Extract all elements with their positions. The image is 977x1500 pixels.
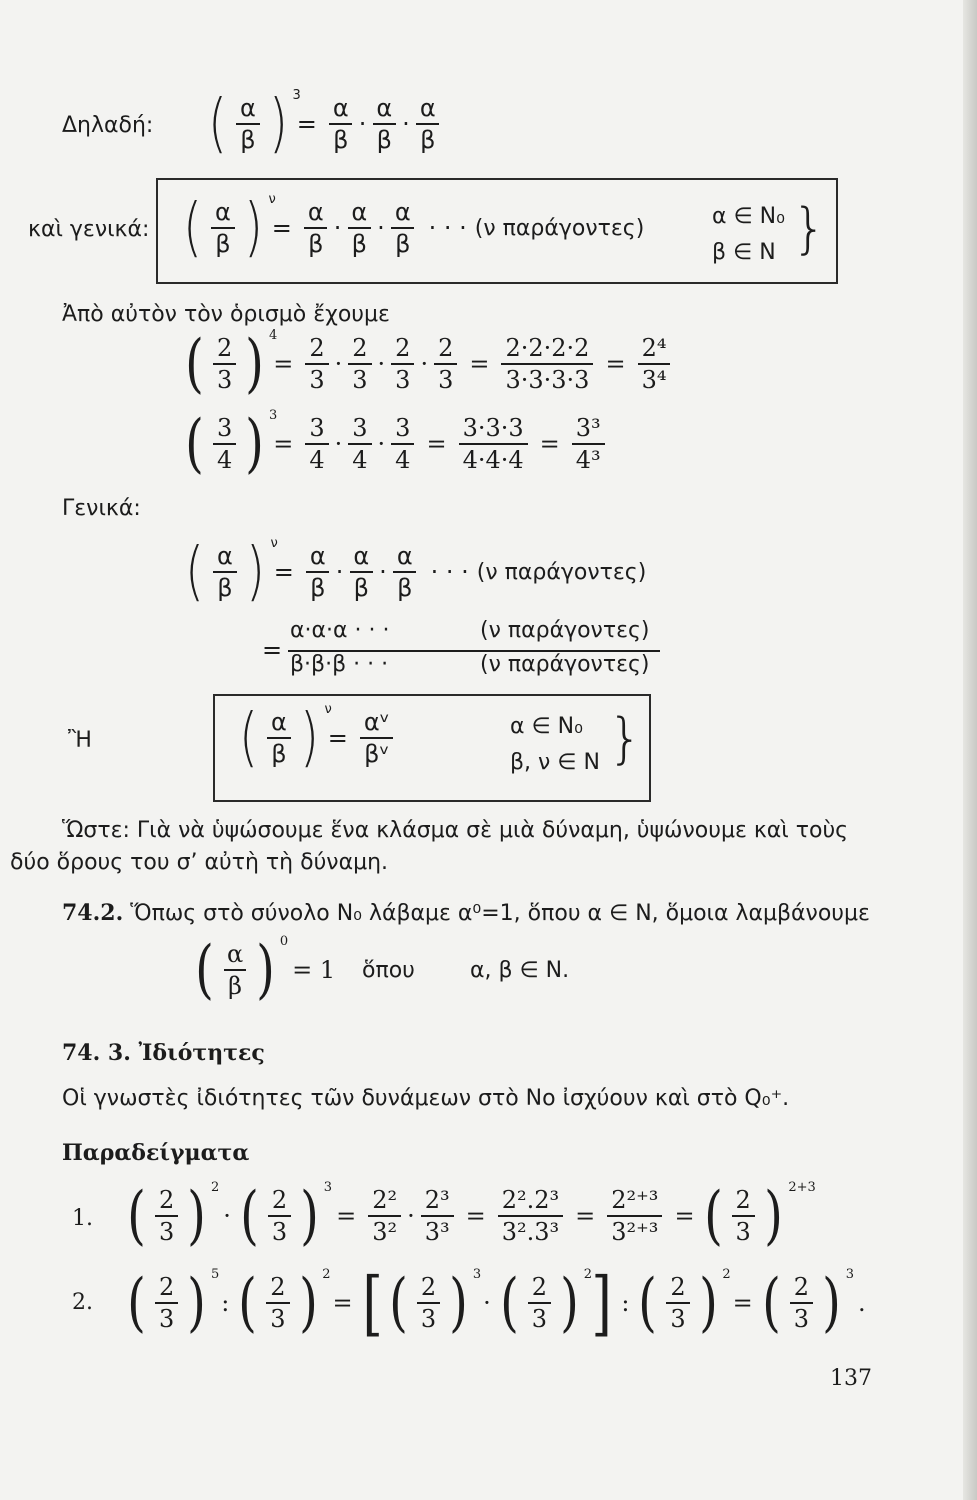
numerator: 2 [438,334,454,362]
denominator: β [393,571,416,602]
denominator: 3 [434,363,457,394]
right-brace: } [608,707,643,770]
numerator: 3 [395,414,411,442]
denominator: 3 [155,1215,178,1246]
numerator: 2² [372,1186,398,1214]
denominator: 3·3·3·3 [501,363,593,394]
dot: · [377,214,385,242]
numerator-note: (ν παράγοντες) [480,618,650,643]
numerator: α [376,94,393,122]
factor-note: (ν παράγοντες) [476,559,647,585]
equals-sign: = [575,1202,596,1230]
condition-alpha: α ∈ N₀ [510,714,583,739]
equation-general [180,191,645,265]
paren-group: ( $\frac{\alpha}{\beta}$ ) ν [183,191,276,265]
equals-sign: = [273,558,294,586]
paren-group: ( $\frac{2}{3}$ ) 2 [638,1266,731,1340]
equals-sign: = [465,1202,486,1230]
denominator: β [211,227,234,258]
dot: · [358,110,367,138]
numerator: α [216,542,233,570]
section-74-2 [62,900,870,926]
equals-sign: = [262,636,283,664]
equals-sign: = [336,1202,357,1230]
numerator: 3 [216,414,233,442]
text-apo-auton: Ἀπὸ αὐτὸν τὸν ὁρισμὸ ἔχουμε [62,302,390,327]
denominator: β [373,123,396,154]
denominator: 3 [666,1302,689,1333]
equation-zero-power [192,933,336,1007]
condition-beta-nu: β, ν ∈ N [510,750,600,775]
paren-group: ( $\frac{\alpha}{\beta}$ ) 3 [208,87,301,161]
denominator-note: (ν παράγοντες) [480,652,650,677]
exponent: 2+3 [788,1180,816,1195]
numerator: 2 [531,1273,548,1301]
exponent: 2 [210,1180,220,1195]
paren-group: ( $\frac{2}{3}$ ) 4 [185,327,278,401]
numerator: 2 [395,334,411,362]
exponent: 2 [722,1267,731,1282]
denominator: 3 [417,1302,440,1333]
numerator: 2 [309,334,325,362]
example-three-quarters-3 [182,407,611,481]
paren-group: ( $\frac{2}{3}$ ) 3 [761,1266,854,1340]
right-brace: } [792,197,827,260]
numerator: 2².2³ [501,1186,560,1214]
denominator: β [304,227,327,258]
denominator: 3 [268,1215,291,1246]
numerator: 3 [309,414,325,442]
paren-group: ( $\frac{\alpha}{\beta}$ ) 0 [195,933,289,1007]
denominator: 4 [213,443,236,474]
numerator: 2 [793,1273,810,1301]
denominator: 3⁴ [638,363,671,394]
label-dilad: Δηλαδή: [62,113,154,138]
numerator: α [226,940,244,968]
denominator: 3 [732,1215,755,1246]
denominator: 3 [528,1302,551,1333]
denominator: β [416,123,439,154]
denominator: β [329,123,352,154]
denominator: β [236,123,259,154]
denominator: β [213,571,236,602]
equals-sign: = [273,430,294,458]
exponent: 0 [279,934,289,949]
denominator: 3²⁺³ [607,1215,662,1246]
exponent: 3 [292,88,301,103]
example-2-equation: ( $\frac{2}{3}$ ) 5 : ( $\frac{2}{3}$ ) 2 = [ ( $\frac{2}{3}$ ) 3 · ( $\frac{2}{3}$ ) 2 ] : ( $\frac{2}{3}$ ) 2 = ( $\frac{2}{3}$ ) 3 . [124,1268,866,1338]
equals-sign: = [605,350,626,378]
exponent: ν [268,192,276,207]
denominator: β [267,737,290,768]
denominator: 3 [155,1302,178,1333]
exponent: ν [270,536,278,551]
denominator: 4 [391,443,414,474]
condition-beta: β ∈ N [712,240,776,265]
numerator: α [332,94,349,122]
equals-sign: = [539,430,560,458]
numerator: 3·3·3 [462,414,524,442]
numerator: 2·2·2·2 [505,334,590,362]
dot: · [483,1289,491,1317]
denominator: 4 [305,443,328,474]
dot: · [333,214,342,242]
ellipsis: · · · [428,214,467,242]
denominator: β [224,969,246,1000]
denominator: 3 [213,363,236,394]
paragraph-idiotites: Οἱ γνωστὲς ἰδιότητες τῶν δυνάμεων στὸ Νο ἰσχύουν καὶ στὸ Q₀⁺. [62,1086,790,1111]
numerator: 2 [670,1273,686,1301]
denominator: 4 [348,443,371,474]
paren-group: ( $\frac{2}{3}$ ) 2+3 [703,1179,816,1253]
numerator: 2²⁺³ [611,1186,659,1214]
equals-sign: = [327,724,348,752]
exponent: 2 [322,1267,331,1282]
paren-group: ( $\frac{2}{3}$ ) 5 [127,1266,220,1340]
example-two-thirds-4 [182,327,676,401]
equals-sign: = [674,1202,695,1230]
exponent: 3 [268,408,278,423]
product-numerator: α·α·α · · · [290,618,390,643]
numerator: 2³ [424,1186,450,1214]
dot: · [379,558,387,586]
numerator: 2 [735,1186,751,1214]
bracket-group: [ ( $\frac{2}{3}$ ) 3 · ( $\frac{2}{3}$ ) 2 ] [362,1262,612,1344]
numerator: αᵛ [363,708,390,736]
label-kai-genika: καὶ γενικά: [28,217,150,242]
numerator: 3 [352,414,368,442]
exponent: ν [324,702,332,717]
example-1-equation [124,1179,816,1253]
dot: · [407,1202,415,1230]
dot: · [377,430,386,458]
dot: · [223,1202,231,1230]
label-genika: Γενικά: [62,496,141,521]
product-denominator: β·β·β · · · [290,652,389,677]
numerator: α [394,198,411,226]
paren-group: ( $\frac{2}{3}$ ) 2 [127,1179,220,1253]
heading-paradeigmata: Παραδείγματα [62,1140,250,1166]
dot: · [420,350,429,378]
exponent: 5 [210,1267,220,1282]
section-74-3-title: 74. 3. Ἰδιότητες [62,1040,265,1066]
section-number: 74.2. [62,900,124,926]
equals-sign: = [273,350,294,378]
exponent: 2 [583,1267,593,1282]
numerator: α [309,542,326,570]
denominator: β [306,571,329,602]
numerator: 2 [270,1273,286,1301]
denominator: 3 [305,363,328,394]
numerator: α [239,94,256,122]
example-label-2: 2. [72,1290,93,1315]
equals-sign: = [469,350,490,378]
dot: · [334,430,343,458]
exponent: 4 [268,328,278,343]
paragraph-oste-line1: Ὥστε: Γιὰ νὰ ὑψώσουμε ἕνα κλάσμα σὲ μιὰ δύναμη, ὑψώνουμε καὶ τοὺς [62,818,849,843]
label-eta: Ἢ [68,728,92,753]
paren-group: ( $\frac{2}{3}$ ) 3 [239,1179,333,1253]
page-number: 137 [830,1366,872,1391]
numerator: 2⁴ [641,334,667,362]
numerator: 2 [216,334,233,362]
factor-note: (ν παράγοντες) [474,215,645,241]
dot: · [402,110,410,138]
dot: · [335,558,344,586]
numerator: 2 [352,334,368,362]
example-label-1: 1. [72,1206,93,1231]
exponent: 3 [323,1180,333,1195]
condition-alpha: α ∈ N₀ [712,204,785,229]
denominator: 3 [790,1302,813,1333]
paren-group: ( $\frac{2}{3}$ ) 2 [238,1266,331,1340]
denominator: 3 [391,363,414,394]
paren-group: ( $\frac{\alpha}{\beta}$ ) ν [185,535,278,609]
denominator: 4³ [572,443,605,474]
equals-sign: = [332,1289,353,1317]
denominator: β [348,227,371,258]
exponent: 3 [472,1267,482,1282]
denominator: 3² [368,1215,401,1246]
paren-group: ( $\frac{2}{3}$ ) 2 [499,1266,593,1340]
denominator: 3 [266,1302,289,1333]
numerator: 2 [158,1273,175,1301]
text-opou: ὅπου [362,958,415,983]
equation-genika [182,535,647,609]
numerator: 3³ [575,414,601,442]
denominator: 3².3³ [498,1215,563,1246]
equals-sign: = [296,110,317,138]
denominator: 3³ [421,1215,454,1246]
numerator: α [419,94,436,122]
section-text: Ὅπως στὸ σύνολο N₀ λάβαμε α⁰=1, ὅπου α ∈ N, ὅμοια λαμβάνουμε [130,901,870,926]
numerator: α [351,198,368,226]
dot: · [377,350,386,378]
equals-one: = 1 [292,956,336,984]
numerator: 2 [271,1186,288,1214]
numerator: α [353,542,370,570]
condition-alpha-beta: α, β ∈ N. [470,958,570,983]
equation-rule [236,701,400,775]
paren-group: ( $\frac{3}{4}$ ) 3 [185,407,278,481]
ellipsis: · · · [430,558,469,586]
equals-sign: = [732,1289,753,1317]
denominator: 3 [348,363,371,394]
denominator: βᵛ [360,737,393,768]
dot: · [334,350,343,378]
denominator: β [391,227,414,258]
paren-group: ( $\frac{2}{3}$ ) 3 [389,1266,482,1340]
equation-cube [205,87,446,161]
equals-sign: = [271,214,292,242]
denominator: β [350,571,373,602]
denominator: 4·4·4 [459,443,528,474]
numerator: α [396,542,413,570]
numerator: 2 [158,1186,175,1214]
numerator: 2 [420,1273,437,1301]
page-edge [963,0,977,1500]
numerator: α [214,198,231,226]
numerator: α [307,198,324,226]
paren-group: ( $\frac{\alpha}{\beta}$ ) ν [239,701,332,775]
equals-sign: = [426,430,447,458]
numerator: α [270,708,287,736]
paragraph-oste-line2: δύο ὅρους του σ’ αὐτὴ τὴ δύναμη. [10,850,389,875]
exponent: 3 [845,1267,854,1282]
